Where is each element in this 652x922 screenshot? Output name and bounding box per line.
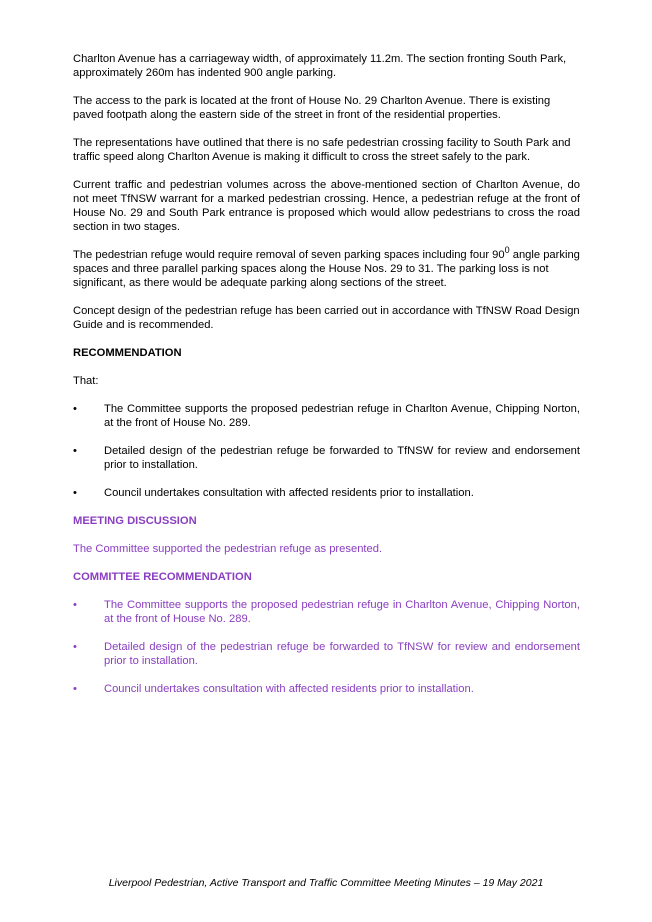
list-item: • Council undertakes consultation with affected residents prior to installation.	[73, 683, 474, 695]
list-item: • The Committee supports the proposed pedestrian refuge in Charlton Avenue, Chipping Norton, at the front of House No. 289.	[73, 403, 580, 429]
committee-recommendation-list	[73, 598, 580, 696]
meeting-discussion-heading: MEETING DISCUSSION	[73, 515, 197, 527]
bullet-icon: •	[73, 683, 77, 695]
refuge-text-before: The pedestrian refuge would require removal of seven parking spaces including four 90	[73, 249, 505, 261]
meeting-discussion-text: The Committee supported the pedestrian refuge as presented.	[73, 543, 383, 555]
recommendation-intro: That:	[73, 375, 99, 387]
recommendation-list	[73, 402, 580, 500]
traffic-volumes-paragraph: Current traffic and pedestrian volumes across the above-mentioned section of Charlton Avenue, do not meet TfNSW warrant for a marked pedestrian crossing. Hence, a pedestrian refuge at the front of House No. 29 and South Park entrance is proposed which would allow pedestrians to cross the road section in two stages.	[73, 179, 580, 233]
degree-superscript: 0	[504, 245, 510, 255]
concept-design-paragraph: Concept design of the pedestrian refuge has been carried out in accordance with TfNSW Road Design Guide and is recommended.	[73, 305, 580, 331]
committee-recommendation-heading: COMMITTEE RECOMMENDATION	[73, 571, 252, 583]
bullet-icon: •	[73, 487, 77, 499]
representations-paragraph: The representations have outlined that there is no safe pedestrian crossing facility to South Park and traffic speed along Charlton Avenue is making it difficult to cross the street safely to the park.	[73, 137, 571, 163]
carriageway-paragraph: Charlton Avenue has a carriageway width, of approximately 11.2m. The section fronting South Park, approximately 260m has indented 900 angle parking.	[73, 53, 567, 79]
list-item: • Detailed design of the pedestrian refuge be forwarded to TfNSW for review and endorsement prior to installation.	[73, 641, 580, 667]
bullet-icon: •	[73, 445, 77, 457]
recommendation-heading: RECOMMENDATION	[73, 347, 182, 359]
bullet-icon: •	[73, 403, 77, 415]
park-access-paragraph: The access to the park is located at the front of House No. 29 Charlton Avenue. There is existing paved footpath along the eastern side of the street in front of the residential properties.	[73, 95, 551, 121]
list-item: • Detailed design of the pedestrian refuge be forwarded to TfNSW for review and endorsement prior to installation.	[73, 445, 580, 471]
page-footer: Liverpool Pedestrian, Active Transport and Traffic Committee Meeting Minutes – 19 May 2021	[108, 877, 544, 889]
document-body	[73, 52, 580, 710]
refuge-parking-paragraph	[73, 245, 580, 290]
list-item: • The Committee supports the proposed pedestrian refuge in Charlton Avenue, Chipping Norton, at the front of House No. 289.	[73, 599, 580, 625]
list-item: • Council undertakes consultation with affected residents prior to installation.	[73, 487, 474, 499]
bullet-icon: •	[73, 641, 77, 653]
refuge-text-after: angle parking spaces and three parallel parking spaces along the House Nos. 29 to 31. The parking loss is not significant, as there would be adequate parking along sections of the street.	[73, 249, 580, 289]
bullet-icon: •	[73, 599, 77, 611]
